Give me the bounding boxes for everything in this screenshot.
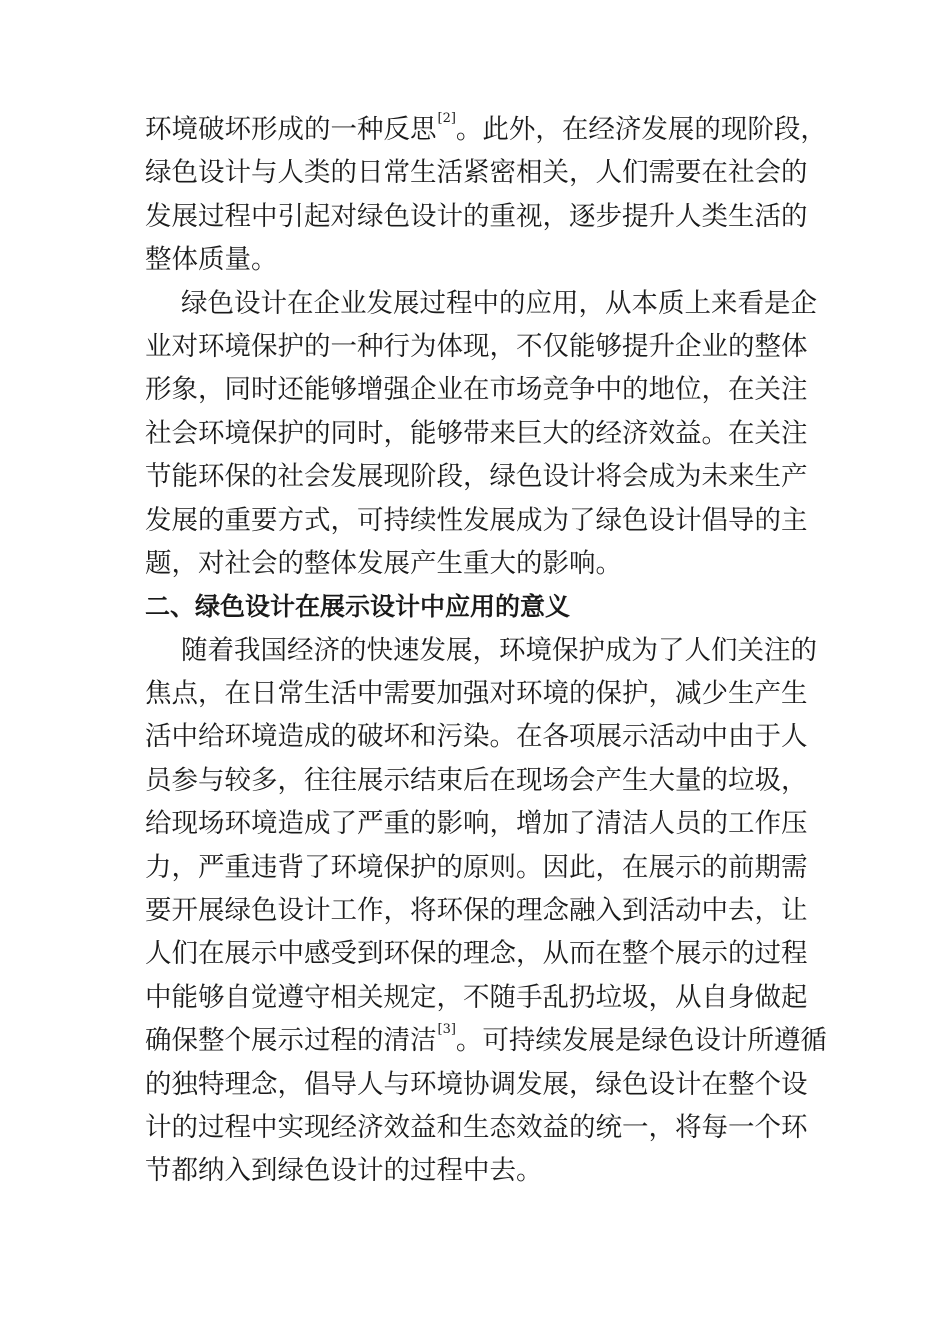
text-line: 节都纳入到绿色设计的过程中去。 bbox=[145, 1155, 543, 1187]
paragraph-3 bbox=[145, 629, 827, 1193]
text-line: 发展过程中引起对绿色设计的重视，逐步提升人类生活的 bbox=[145, 200, 808, 232]
text-line: 的独特理念，倡导人与环境协调发展，绿色设计在整个设 bbox=[145, 1068, 808, 1100]
text-span: 环境破坏形成的一种反思 bbox=[145, 114, 437, 145]
text-span: 确保整个展示过程的清洁 bbox=[145, 1025, 437, 1057]
text-line: 社会环境保护的同时，能够带来巨大的经济效益。在关注 bbox=[145, 417, 808, 449]
body-text bbox=[145, 108, 827, 1193]
section-heading: 二、绿色设计在展示设计中应用的意义 bbox=[145, 592, 571, 622]
text-line: 力，严重违背了环境保护的原则。因此，在展示的前期需 bbox=[145, 851, 808, 883]
text-line: 活中给环境造成的破坏和污染。在各项展示活动中由于人 bbox=[145, 721, 808, 753]
text-line bbox=[145, 108, 827, 151]
text-line: 业对环境保护的一种行为体现，不仅能够提升企业的整体 bbox=[145, 330, 808, 362]
text-line: 员参与较多，往往展示结束后在现场会产生大量的垃圾， bbox=[145, 764, 808, 796]
text-line: 随着我国经济的快速发展，环境保护成为了人们关注的 bbox=[181, 634, 817, 666]
paragraph-1 bbox=[145, 108, 827, 282]
text-line: 计的过程中实现经济效益和生态效益的统一，将每一个环 bbox=[145, 1111, 808, 1143]
text-line: 形象，同时还能够增强企业在市场竞争中的地位，在关注 bbox=[145, 374, 808, 406]
text-line: 中能够自觉遵守相关规定，不随手乱扔垃圾，从自身做起 bbox=[145, 981, 808, 1013]
text-line: 整体质量。 bbox=[145, 244, 278, 276]
paragraph-2 bbox=[145, 282, 817, 586]
text-line: 绿色设计在企业发展过程中的应用，从本质上来看是企 bbox=[181, 287, 817, 319]
text-line bbox=[145, 1019, 827, 1062]
text-line: 焦点，在日常生活中需要加强对环境的保护，减少生产生 bbox=[145, 678, 808, 710]
citation-ref: [2] bbox=[437, 111, 456, 126]
text-line: 题，对社会的整体发展产生重大的影响。 bbox=[145, 547, 622, 579]
text-line: 给现场环境造成了严重的影响，增加了清洁人员的工作压 bbox=[145, 808, 808, 840]
text-line: 发展的重要方式，可持续性发展成为了绿色设计倡导的主 bbox=[145, 504, 808, 536]
text-span: 。可持续发展是绿色设计所遵循 bbox=[455, 1025, 827, 1057]
text-line: 要开展绿色设计工作，将环保的理念融入到活动中去，让 bbox=[145, 895, 808, 927]
text-span: 。此外，在经济发展的现阶段， bbox=[455, 114, 827, 145]
text-line: 人们在展示中感受到环保的理念，从而在整个展示的过程 bbox=[145, 938, 808, 970]
citation-ref: [3] bbox=[437, 1022, 456, 1038]
text-line: 绿色设计与人类的日常生活紧密相关，人们需要在社会的 bbox=[145, 157, 808, 189]
text-line: 节能环保的社会发展现阶段，绿色设计将会成为未来生产 bbox=[145, 461, 808, 493]
